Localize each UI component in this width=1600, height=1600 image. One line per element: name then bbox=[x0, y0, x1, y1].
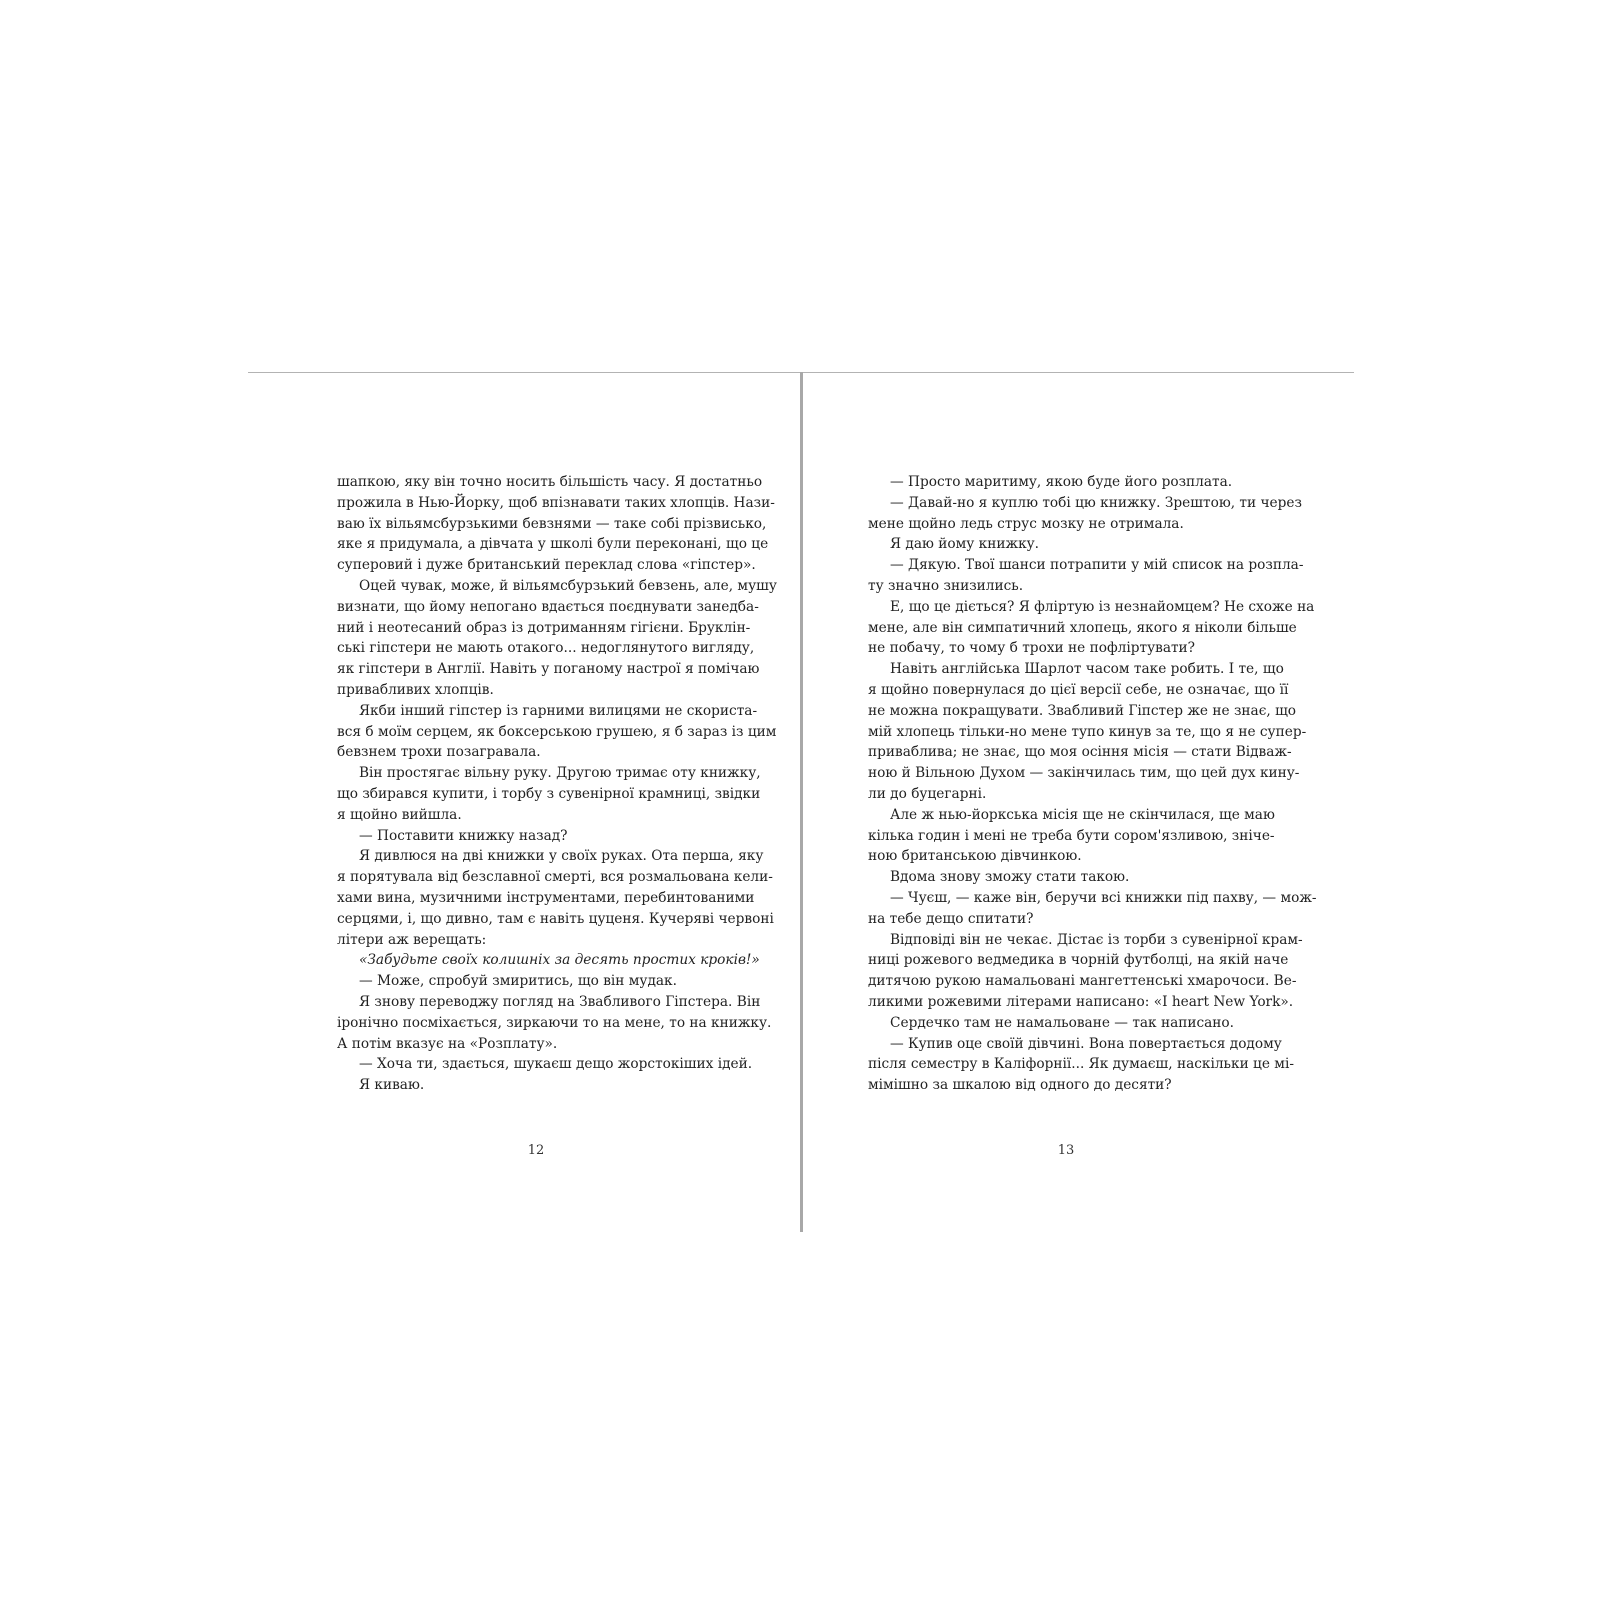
text-line: ною й Вільною Духом — закінчилась тим, що цей дух кину- bbox=[868, 765, 1300, 782]
text-line: мій хлопець тільки-но мене тупо кинув за те, що я не супер- bbox=[868, 723, 1307, 740]
text-line: я щойно повернулася до цієї версії себе, не означає, що її bbox=[868, 681, 1289, 698]
text-line: Він простягає вільну руку. Другою тримає оту книжку, bbox=[359, 765, 761, 782]
text-line: Сердечко там не намальоване — так написано. bbox=[890, 1014, 1235, 1031]
text-line: яке я придумала, а дівчата у школі були переконані, що це bbox=[337, 536, 769, 553]
text-line: Я киваю. bbox=[359, 1077, 425, 1094]
text-line: ниці рожевого ведмедика в чорній футболці, на якій наче bbox=[868, 952, 1289, 969]
text-line: що збирався купити, і торбу з сувенірної крамниці, звідки bbox=[337, 785, 761, 802]
text-line: іронічно посміхається, зиркаючи то на мене, то на книжку. bbox=[337, 1014, 772, 1031]
text-line: кілька годин і мені не треба бути сором'язливою, зніче- bbox=[868, 827, 1275, 844]
text-line: — Просто маритиму, якою буде його розплата. bbox=[890, 474, 1233, 490]
text-line: ли до буцегарні. bbox=[868, 785, 987, 802]
right-page-number: 13 bbox=[1057, 1143, 1075, 1158]
text-line: Навіть англійська Шарлот часом таке робить. І те, що bbox=[890, 661, 1284, 678]
text-line: А потім вказує на «Розплату». bbox=[337, 1035, 558, 1052]
text-line: ний і неотесаний образ із дотриманням гігієни. Бруклін- bbox=[337, 619, 751, 636]
text-line: мімішно за шкалою від одного до десяти? bbox=[868, 1077, 1172, 1094]
text-line: «Забудьте своїх колишніх за десять простих кроків!» bbox=[359, 952, 760, 969]
text-line: — Поставити книжку назад? bbox=[359, 827, 568, 844]
text-line: Я дивлюся на дві книжки у своїх руках. Ота перша, яку bbox=[359, 848, 764, 865]
text-line: — Чуєш, — каже він, беручи всі книжки під пахву, — мож- bbox=[890, 889, 1317, 906]
text-line: я порятувала від безславної смерті, вся розмальована кели- bbox=[337, 869, 773, 886]
text-line: мене щойно ледь струс мозку не отримала. bbox=[868, 515, 1184, 532]
text-line: Я даю йому книжку. bbox=[890, 536, 1040, 553]
text-line: — Дякую. Твої шанси потрапити у мій список на розпла- bbox=[890, 557, 1304, 574]
text-line: Вдома знову зможу стати такою. bbox=[890, 869, 1130, 886]
text-line: Але ж нью-йоркська місія ще не скінчилася, ще маю bbox=[890, 806, 1275, 823]
text-line: літери аж верещать: bbox=[337, 931, 487, 948]
text-line: суперовий і дуже британський переклад слова «гіпстер». bbox=[337, 557, 756, 574]
text-line: дитячою рукою намальовані мангеттенські хмарочоси. Ве- bbox=[868, 973, 1297, 990]
text-line: як гіпстери в Англії. Навіть у поганому настрої я помічаю bbox=[337, 661, 760, 678]
text-line: Я знову переводжу погляд на Звабливого Гіпстера. Він bbox=[359, 993, 761, 1010]
text-line: — Хоча ти, здається, шукаєш дещо жорстокіших ідей. bbox=[359, 1056, 753, 1073]
text-line: ту значно знизились. bbox=[868, 577, 1024, 594]
text-line: на тебе дещо спитати? bbox=[868, 910, 1034, 927]
text-line: ські гіпстери не мають отакого... недоглянутого вигляду, bbox=[337, 640, 755, 657]
text-line: після семестру в Каліфорнії... Як думаєш, наскільки це мі- bbox=[868, 1056, 1294, 1073]
text-line: я щойно вийшла. bbox=[337, 806, 462, 823]
book-gutter bbox=[800, 372, 803, 1232]
text-line: ною британською дівчинкою. bbox=[868, 848, 1082, 865]
text-line: хами вина, музичними інструментами, перебинтованими bbox=[337, 889, 755, 906]
text-line: — Купив оце своїй дівчині. Вона повертається додому bbox=[890, 1035, 1282, 1052]
text-line: привабливих хлопців. bbox=[337, 681, 494, 698]
text-line: бевзнем трохи позагравала. bbox=[337, 744, 541, 761]
text-line: ваю їх вільямсбурзькими бевзнями — таке собі прізвисько, bbox=[337, 515, 767, 532]
text-line: прожила в Нью-Йорку, щоб впізнавати таких хлопців. Нази- bbox=[337, 494, 775, 511]
text-line: Е, що це діється? Я фліртую із незнайомцем? Не схоже на bbox=[890, 598, 1315, 615]
left-page-text bbox=[337, 472, 777, 1096]
text-line: не побачу, то чому б трохи не пофліртувати? bbox=[868, 640, 1196, 657]
text-line: Відповіді він не чекає. Дістає із торби з сувенірної крам- bbox=[890, 931, 1303, 948]
text-line: визнати, що йому непогано вдається поєднувати занедба- bbox=[337, 598, 759, 615]
right-page-text bbox=[868, 472, 1317, 1096]
text-line: мене, але він симпатичний хлопець, якого я ніколи більше bbox=[868, 619, 1297, 636]
text-line: шапкою, яку він точно носить більшість часу. Я достатньо bbox=[337, 474, 763, 490]
text-line: Оцей чувак, може, й вільямсбурзький бевзень, але, мушу bbox=[359, 577, 777, 594]
text-line: ликими рожевими літерами написано: «I heart New York». bbox=[868, 993, 1294, 1010]
text-line: серцями, і, що дивно, там є навіть цуценя. Кучеряві червоні bbox=[337, 910, 774, 927]
text-line: Якби інший гіпстер із гарними вилицями не скориста- bbox=[359, 702, 758, 719]
text-line: — Може, спробуй змиритись, що він мудак. bbox=[359, 973, 677, 990]
left-page-number: 12 bbox=[527, 1143, 545, 1158]
text-line: приваблива; не знає, що моя осіння місія — стати Відваж- bbox=[868, 744, 1292, 761]
text-line: вся б моїм серцем, як боксерською грушею, я б зараз із цим bbox=[337, 723, 777, 740]
text-line: — Давай-но я куплю тобі цю книжку. Зрештою, ти через bbox=[890, 494, 1302, 511]
text-line: не можна покращувати. Звабливий Гіпстер же не знає, що bbox=[868, 702, 1297, 719]
